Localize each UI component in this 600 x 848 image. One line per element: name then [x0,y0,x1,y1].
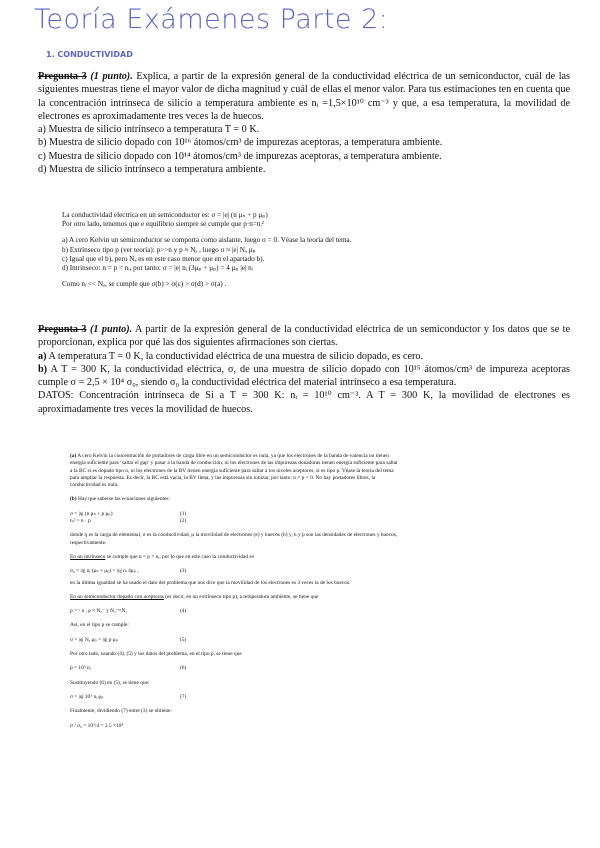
equation-5-number: (5) [180,636,187,643]
answer-1-conclusion: Como nᵢ << Nₐ, se cumple que σ(b) > σ(c) > σ(d) > σ(a) . [62,280,227,289]
question-2-label: Pregunta 3 [38,324,87,335]
answer-2-final: Finalmente, dividiendo (7) entre (3) se obtiene: [70,708,172,715]
question-2-claim-a-label: a) [38,350,47,362]
answer-2 [70,453,400,730]
answer-2-note-3: en la última igualdad se ha usado el dato del problema que nos dice que la movilidad de los electrones es 3 veces la de los huecos. [70,579,351,586]
question-1-option-a: a) Muestra de silicio intrínseco a temperatura T = 0 K. [38,124,260,136]
answer-1-line-c: c) Igual que el b), pero Nₐ es en este caso menor que en el apartado b). [62,254,265,263]
answer-2-intrinsic-text: se cumple que n = p = nᵢ, por lo que en este caso la conductividad es [105,553,254,560]
equation-4-number: (4) [180,608,187,615]
equation-5-expr: σ = |q| Nₐ μₚ = |q| p μₚ [70,636,118,643]
question-2-datos: DATOS: Concentración intrínseca de Si a T = 300 K: nᵢ = 10¹⁰ cm⁻³. A T = 300 K, la movilidad de electrones es aproximadamente tres veces la movilidad de huecos. [38,390,570,415]
answer-2-where: donde q es la carga de elemental, σ es la conductividad, μ la movilidad de electrones (e) y huecos (h) y, n y p son las densidades de electrones y huecos, respectivamente. [70,532,398,546]
question-1-option-b: b) Muestra de silicio dopado con 10¹⁶ átomos/cm³ de impurezas aceptoras, a temperatura ambiente. [38,137,443,149]
equation-1-number: (1) [180,510,187,517]
equation-4 [70,608,400,615]
question-1-option-c: c) Muestra de silicio dopado con 10¹⁴ átomos/cm³ de impurezas aceptoras, a temperatura ambiente. [38,150,442,162]
equation-6-expr: p = 10⁵ nᵢ [70,665,91,672]
answer-1-intro-2: Por otro lado, tenemos que e equilibrio siempre se cumple que p·n=nᵢ² [62,220,264,229]
answer-2-doped [70,594,400,601]
equation-2-number: (2) [180,518,187,525]
equation-4-expr: p >> n , p ≈ Nₐ⁻ y Nₐ⁻≈Nₐ [70,608,127,615]
question-1 [38,70,570,176]
equation-7-expr: σ = |q| 10⁵ nᵢ μₚ [70,693,104,700]
answer-2-intrinsic-head: En un intrínseco [70,553,106,560]
answer-1-intro-1: La conductividad electrica en un semiconductor es: σ = |e| (n μₙ + p μₚ) [62,211,268,219]
answer-2-part-a-label: (a) [70,453,77,459]
answer-2-part-a-text: A cero Kelvin la concentración de portadores de carga libre en un semiconductor es nula, ya que los electrones de la banda de valencia no tienen energía suficiente para ‘saltar el gap’ y pasar a la banda de conducción, ni los electrones de las impurezas donadoras tienen energía suficiente para saltar a la BC si es dopado tipo n, ni los electrones de la BV tienen energía suficiente para saltar a los niveles aceptores, si es tipo p. Véase la teoría del tema para ampliar la respuesta. Es decir, la BC está vacía, la BV llena, y las impurezas sin ionizar, por tanto: n = p = 0. No hay portadores libres, la conductividad es nula. [70,453,398,489]
question-2 [38,323,570,416]
answer-1-line-a: a) A cero Kelvin un semiconductor se comporta como aislante, luego σ = 0. Véase la teoría del tema. [62,236,352,245]
question-2-claim-b-label: b) [38,363,48,375]
equation-8: σ / σ₀ = 10⁵/4 = 2.5 ×10⁴ [70,722,124,729]
equation-3-expr: σ₀ = |q| nᵢ (μₙ + μₚ) = |q| nᵢ 4μₚ , [70,568,139,575]
equation-3-number: (3) [180,568,187,575]
question-1-label: Pregunta 3 [38,71,87,82]
answer-2-doped-text: (es decir, en un extrínseco tipo p), a temperatura ambiente, se tiene que [163,593,319,600]
question-2-claim-a-text: A temperatura T = 0 K, la conductividad eléctrica de una muestra de silicio dopado, es cero. [48,350,424,362]
question-2-claim-b-text: A T = 300 K, la conductividad eléctrica, σ, de una muestra de silicio dopado con 10¹⁵ átomos/cm³ de impureza aceptoras cumple σ = 2,5 × 10⁴ σ₀, siendo σ₀ la conductividad eléctrica del material intrínseco a esa temperatura. [38,363,571,389]
equation-7-number: (7) [180,693,187,700]
question-1-points: (1 punto). [90,71,133,82]
page-title: Teoría Exámenes Parte 2: [34,4,389,35]
question-1-text: Explica, a partir de la expresión general de la conductividad eléctrica de un semiconductor, cuál de las siguientes muestras tiene el mayor valor de dicha magnitud y cuál de ellas el menor valor. Para tus estimaciones ten en cuenta que la concentración intrínseca de silicio a temperatura ambiente es nᵢ =1,5×10¹⁰ cm⁻³ y que, a esa temperatura, la movilidad de electrones es aproximadamente tres veces la de huecos. [38,71,571,122]
question-2-text: A partir de la expresión general de la conductividad eléctrica de un semiconductor y los datos que se te proporcionan, explica por qué las dos siguientes afirmaciones son ciertas. [38,324,571,349]
answer-1 [62,211,544,289]
equation-2 [70,518,400,525]
section-subtitle: 1. CONDUCTIVIDAD [46,50,133,59]
answer-2-doped-head: En un semiconductor dopado con aceptoras [70,593,164,600]
equation-7 [70,694,400,701]
answer-1-line-d: d) Intrínseco: n = p = nᵢ, por tanto: σ = |e| nᵢ (3μₚ + μₚ) = 4 μₚ |e| nᵢ [62,264,253,273]
equation-5 [70,637,400,644]
answer-2-part-b [70,496,400,503]
equation-1 [70,511,400,518]
answer-2-part-b-text: Hay que saberse las ecuaciones siguientes: [77,496,171,503]
equation-1-expr: σ = |q| (n μₙ + p μₚ) [70,510,113,517]
question-1-option-d: d) Muestra de silicio intrínseco a temperatura ambiente. [38,164,266,176]
equation-2-expr: nᵢ² = n · p [70,518,91,525]
question-2-claim-a [38,350,570,363]
equation-6-number: (6) [180,665,187,672]
equation-6 [70,665,400,672]
equation-3 [70,568,400,575]
question-1-statement [38,70,570,123]
question-2-claim-b [38,363,570,390]
answer-2-intrinsic [70,554,400,561]
answer-1-line-b: b) Extrínseco tipo p (ver teoría): p>>n y p ≈ Nₐ , luego σ ≈ |e| Nₐ μₚ [62,245,256,254]
answer-2-part-a [70,453,400,489]
question-2-statement [38,323,570,350]
answer-2-part-b-label: (b) [70,496,77,503]
answer-2-subst: Sustituyendo (6) en (5), se tiene que: [70,679,150,686]
question-2-points: (1 punto). [89,324,133,335]
answer-2-other: Por otro lado, usando (4), (5) y los datos del problema, en el tipo p, se tiene que [70,651,242,658]
answer-2-ptype: Así, en el tipo p se cumple: [70,622,129,629]
